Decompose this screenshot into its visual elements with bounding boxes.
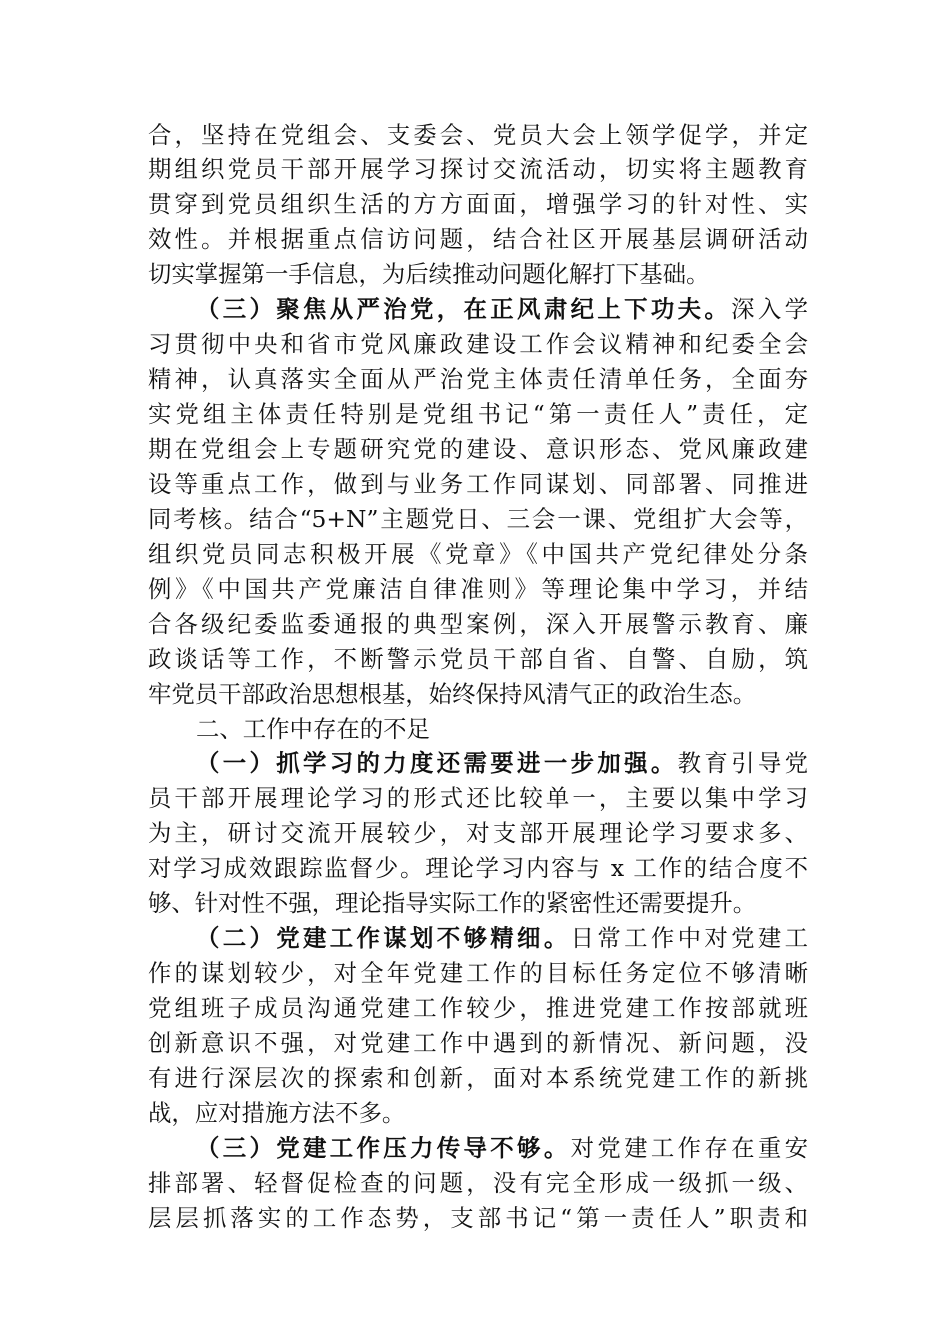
body-text: 教育引导党 [677, 749, 809, 777]
body-line: 战，应对措施方法不多。 [148, 1099, 406, 1127]
body-line: 精神，认真落实全面从严治党主体责任清单任务，全面夯 [148, 365, 808, 393]
section-heading-line [196, 1131, 808, 1165]
subsection-title: （三）党建工作压力传导不够。 [196, 1134, 571, 1162]
body-line: 党组班子成员沟通党建工作较少，推进党建工作按部就班 [148, 994, 808, 1022]
body-line: 同考核。结合“5+N”主题党日、三会一课、党组扩大会等， [148, 505, 808, 533]
body-line: 作的谋划较少，对全年党建工作的目标任务定位不够清晰 [148, 959, 808, 987]
body-line: 创新意识不强，对党建工作中遇到的新情况、新问题，没 [148, 1029, 808, 1057]
body-line: 效性。并根据重点信访问题，结合社区开展基层调研活动 [148, 225, 808, 253]
body-line: 政谈话等工作，不断警示党员干部自省、自警、自励，筑 [148, 645, 808, 673]
body-line: 为主，研讨交流开展较少，对支部开展理论学习要求多、 [148, 819, 808, 847]
body-line: 例》《中国共产党廉洁自律准则》等理论集中学习，并结 [148, 575, 808, 603]
section-heading: 二、工作中存在的不足 [196, 715, 430, 743]
section-heading-line [196, 921, 808, 955]
body-line: 切实掌握第一手信息，为后续推动问题化解打下基础。 [148, 260, 710, 288]
subsection-title: （一）抓学习的力度还需要进一步加强。 [196, 749, 678, 777]
body-line: 对学习成效跟踪监督少。理论学习内容与 x 工作的结合度不 [148, 854, 808, 882]
body-text: 深入学 [731, 295, 809, 323]
body-line: 排部署、轻督促检查的问题，没有完全形成一级抓一级、 [148, 1169, 808, 1197]
body-line: 合各级纪委监委通报的典型案例，深入开展警示教育、廉 [148, 610, 808, 638]
body-line: 设等重点工作，做到与业务工作同谋划、同部署、同推进 [148, 470, 808, 498]
body-line: 习贯彻中央和省市党风廉政建设工作会议精神和纪委全会 [148, 330, 808, 358]
body-line: 牢党员干部政治思想根基，始终保持风清气正的政治生态。 [148, 680, 757, 708]
body-text: 日常工作中对党建工 [570, 924, 809, 952]
subsection-title: （二）党建工作谋划不够精细。 [196, 924, 571, 952]
section-heading-line [196, 746, 808, 780]
body-line: 组织党员同志积极开展《党章》《中国共产党纪律处分条 [148, 540, 808, 568]
body-line: 实党组主体责任特别是党组书记“第一责任人”责任，定 [148, 400, 808, 428]
body-line: 贯穿到党员组织生活的方方面面，增强学习的针对性、实 [148, 190, 808, 218]
section-heading-line [196, 292, 808, 326]
body-line: 有进行深层次的探索和创新，面对本系统党建工作的新挑 [148, 1064, 808, 1092]
subsection-title: （三）聚焦从严治党，在正风肃纪上下功夫。 [196, 295, 732, 323]
body-line: 合，坚持在党组会、支委会、党员大会上领学促学，并定 [148, 121, 808, 149]
body-line: 员干部开展理论学习的形式还比较单一，主要以集中学习 [148, 784, 808, 812]
body-line: 够、针对性不强，理论指导实际工作的紧密性还需要提升。 [148, 889, 757, 917]
body-line: 层层抓落实的工作态势，支部书记“第一责任人”职责和 [148, 1204, 808, 1232]
body-line: 期在党组会上专题研究党的建设、意识形态、党风廉政建 [148, 435, 808, 463]
body-text: 对党建工作存在重安 [570, 1134, 809, 1162]
body-line: 期组织党员干部开展学习探讨交流活动，切实将主题教育 [148, 155, 808, 183]
